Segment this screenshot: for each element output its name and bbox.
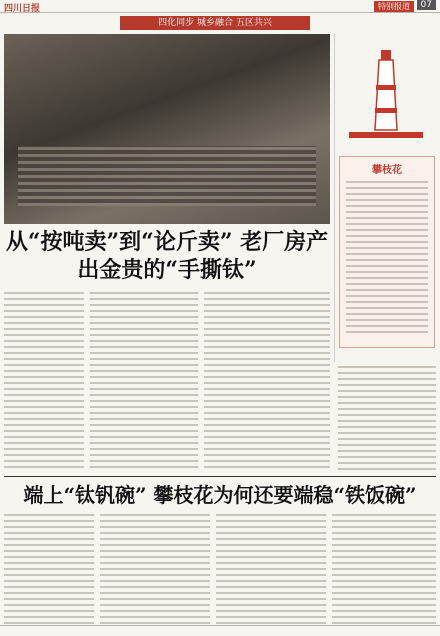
lighthouse-icon <box>343 40 429 150</box>
lead-column-3 <box>204 292 330 472</box>
lead-column-1 <box>4 292 84 472</box>
sidebar-brand: 攀枝花 <box>372 165 402 176</box>
section-tag: 特别报道 <box>374 1 414 12</box>
sidebar-text <box>346 181 428 337</box>
sidebar-column <box>334 34 437 362</box>
sidebar-box <box>339 156 435 348</box>
masthead <box>0 0 440 13</box>
second-column-4 <box>332 514 436 624</box>
side-column-text <box>338 366 436 472</box>
lead-column-2 <box>90 292 198 472</box>
topic-banner: 四化同步 城乡融合 五区共兴 <box>120 16 310 30</box>
page-footer <box>0 625 440 636</box>
page-number: 07 <box>417 0 436 10</box>
section-divider <box>4 476 436 477</box>
lead-headline: 从“按吨卖”到“论斤卖” 老厂房产出金贵的“手撕钛” <box>5 229 329 283</box>
second-column-1 <box>4 514 94 624</box>
second-column-2 <box>100 514 210 624</box>
factory-photo <box>4 34 330 224</box>
newspaper-logo: 四川日报 <box>4 4 41 14</box>
second-column-3 <box>216 514 326 624</box>
steel-rails-image <box>18 146 316 206</box>
second-headline: 端上“钛钒碗” 攀枝花为何还要端稳“铁饭碗” <box>23 483 417 507</box>
